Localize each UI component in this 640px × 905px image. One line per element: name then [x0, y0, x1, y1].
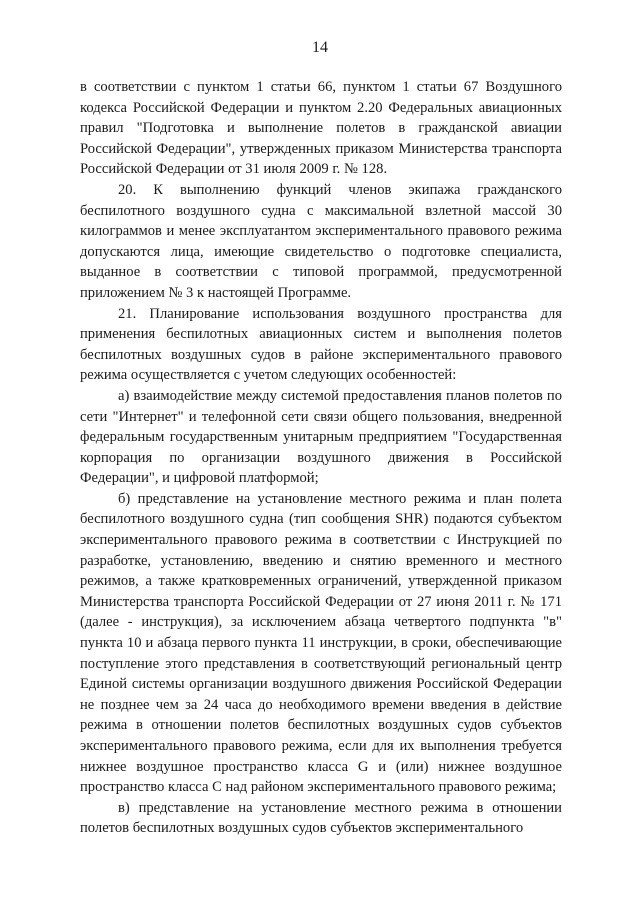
paragraph-continuation: в соответствии с пунктом 1 статьи 66, пунктом 1 статьи 67 Воздушного кодекса Российской Федерации и пунктом 2.20 Федеральных авиационных правил "Подготовка и выполнение полетов в гражданской авиации Российской Федерации", утвержденных приказом Министерства транспорта Российской Федерации от 31 июля 2009 г. № 128. [80, 79, 562, 178]
paragraph-item-21: 21. Планирование использования воздушного пространства для применения беспилотных авиационных систем и выполнения полетов беспилотных воздушных судов в районе экспериментального правового режима осуществляется с учетом следующих особенностей: [80, 305, 562, 384]
paragraph-item-20: 20. К выполнению функций членов экипажа гражданского беспилотного воздушного судна с максимальной взлетной массой 30 килограммов и менее эксплуатантом экспериментального правового режима допускаются лица, имеющие свидетельство о подготовке специалиста, выданное в соответствии с типовой программой, предусмотренной приложением № 3 к настоящей Программе. [80, 181, 562, 301]
paragraph-item-21-a: а) взаимодействие между системой предоставления планов полетов по сети "Интернет" и телефонной сети связи общего пользования, внедренной федеральным государственным унитарным предприятием "Государственная корпорация по организации воздушного движения в Российской Федерации", и цифровой платформой; [80, 387, 562, 487]
paragraph-item-21-b: б) представление на установление местного режима и план полета беспилотного воздушного судна (тип сообщения SHR) подаются субъектом экспериментального правового режима в соответствии с Инструкцией по разработке, установлению, введению и снятию временного и местного режимов, а также кратковременных ограничений, утвержденной приказом Министерства транспорта Российской Федерации от 27 июня 2011 г. № 171 (далее - инструкция), за исключением абзаца четвертого подпункта "в" пункта 10 и абзаца первого пункта 11 инструкции, в сроки, обеспечивающие поступление этого представления в соответствующий региональный центр Единой системы организации воздушного движения Российской Федерации не позднее чем за 24 часа до необходимого времени введения в действие режима в отношении полетов беспилотных воздушных судов субъектов экспериментального правового режима, если для их выполнения требуется нижнее воздушное пространство класса G и (или) нижнее воздушное пространство класса C над районом экспериментального правового режима; [80, 490, 562, 796]
page-number: 14 [312, 39, 328, 56]
paragraph-item-21-v: в) представление на установление местного режима в отношении полетов беспилотных воздушных судов субъектов экспериментального [80, 799, 562, 837]
document-body [80, 77, 562, 839]
